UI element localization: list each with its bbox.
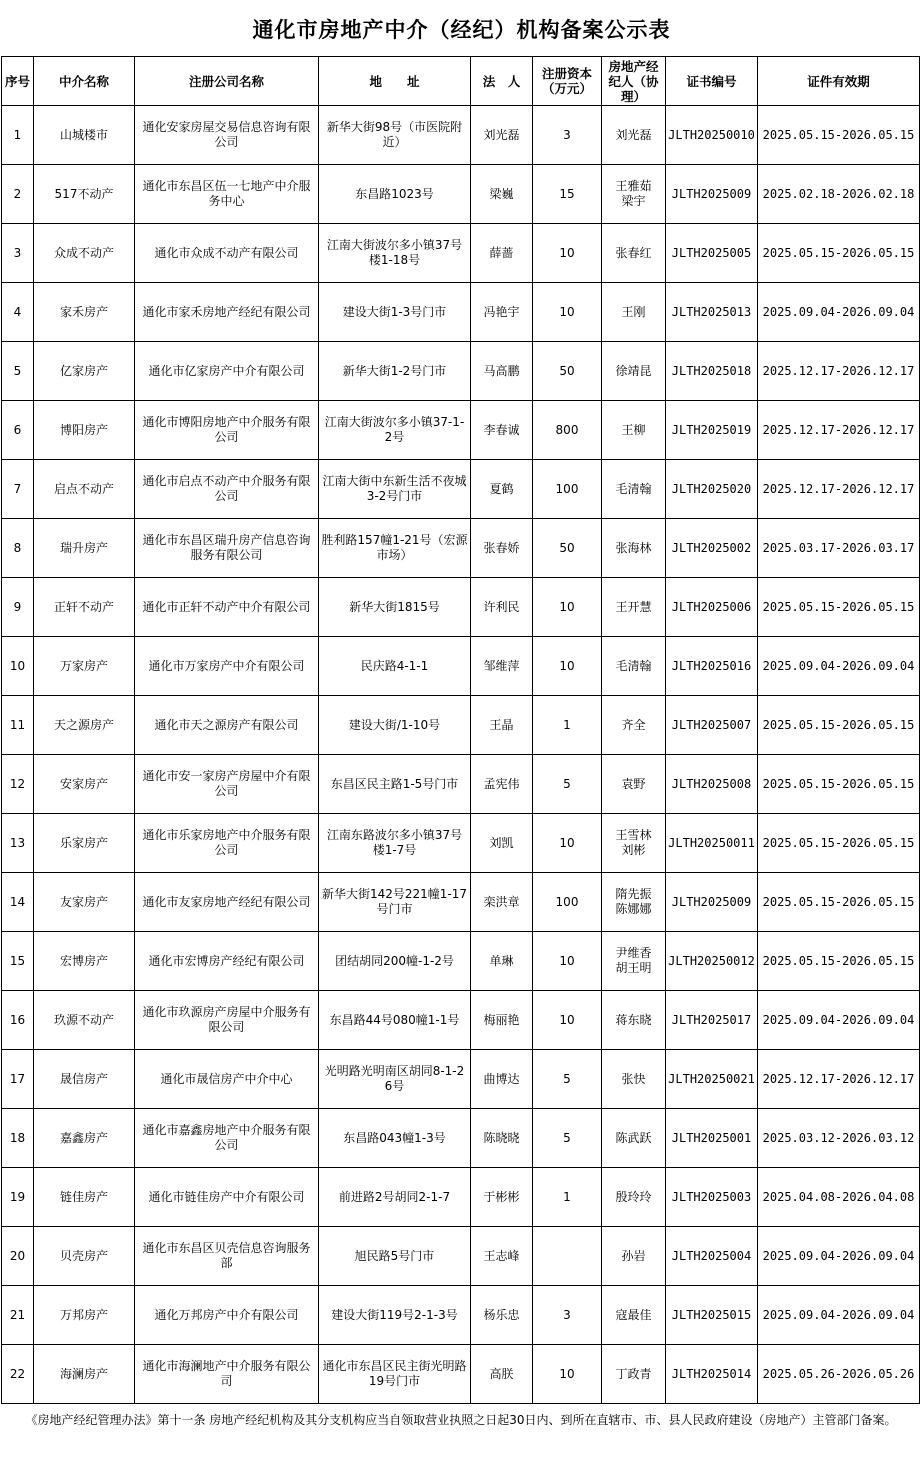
table-row bbox=[2, 578, 920, 637]
cell-legal-person: 杨乐忠 bbox=[471, 1286, 533, 1345]
header-agency-name: 中介名称 bbox=[34, 57, 135, 106]
cell-legal-person: 刘凯 bbox=[471, 814, 533, 873]
cell-agency-name: 链佳房产 bbox=[34, 1168, 135, 1227]
cell-capital: 50 bbox=[533, 519, 602, 578]
cell-company-name: 通化市嘉鑫房地产中介服务有限公司 bbox=[135, 1109, 319, 1168]
cell-validity: 2025.05.26-2026.05.26 bbox=[758, 1345, 920, 1404]
cell-broker: 陈武跃 bbox=[602, 1109, 666, 1168]
cell-agency-name: 晟信房产 bbox=[34, 1050, 135, 1109]
cell-cert-number: JLTH2025003 bbox=[666, 1168, 758, 1227]
cell-validity: 2025.12.17-2026.12.17 bbox=[758, 342, 920, 401]
cell-broker: 殷玲玲 bbox=[602, 1168, 666, 1227]
cell-broker: 张快 bbox=[602, 1050, 666, 1109]
cell-capital: 3 bbox=[533, 1286, 602, 1345]
header-broker: 房地产经纪人（协理） bbox=[602, 57, 666, 106]
cell-agency-name: 517不动产 bbox=[34, 165, 135, 224]
cell-capital: 10 bbox=[533, 578, 602, 637]
cell-validity: 2025.05.15-2026.05.15 bbox=[758, 932, 920, 991]
cell-company-name: 通化市乐家房地产中介服务有限公司 bbox=[135, 814, 319, 873]
cell-broker: 寇最佳 bbox=[602, 1286, 666, 1345]
cell-cert-number: JLTH2025008 bbox=[666, 755, 758, 814]
cell-cert-number: JLTH2025001 bbox=[666, 1109, 758, 1168]
cell-seq: 5 bbox=[2, 342, 34, 401]
cell-broker: 王刚 bbox=[602, 283, 666, 342]
cell-address: 新华大街1-2号门市 bbox=[319, 342, 471, 401]
header-company-name: 注册公司名称 bbox=[135, 57, 319, 106]
cell-cert-number: JLTH2025013 bbox=[666, 283, 758, 342]
cell-address: 通化市东昌区民主街光明路19号门市 bbox=[319, 1345, 471, 1404]
cell-seq: 9 bbox=[2, 578, 34, 637]
cell-cert-number: JLTH2025009 bbox=[666, 873, 758, 932]
cell-address: 民庆路4-1-1 bbox=[319, 637, 471, 696]
cell-agency-name: 安家房产 bbox=[34, 755, 135, 814]
table-row bbox=[2, 1227, 920, 1286]
cell-validity: 2025.05.15-2026.05.15 bbox=[758, 814, 920, 873]
cell-cert-number: JLTH2025014 bbox=[666, 1345, 758, 1404]
table-row bbox=[2, 1345, 920, 1404]
cell-company-name: 通化市博阳房地产中介服务有限公司 bbox=[135, 401, 319, 460]
cell-capital: 10 bbox=[533, 991, 602, 1050]
cell-validity: 2025.05.15-2026.05.15 bbox=[758, 106, 920, 165]
header-cert-number: 证书编号 bbox=[666, 57, 758, 106]
cell-validity: 2025.09.04-2026.09.04 bbox=[758, 283, 920, 342]
table-row bbox=[2, 1050, 920, 1109]
cell-address: 建设大街1-3号门市 bbox=[319, 283, 471, 342]
cell-validity: 2025.05.15-2026.05.15 bbox=[758, 873, 920, 932]
cell-address: 江南东路波尔多小镇37号楼1-7号 bbox=[319, 814, 471, 873]
cell-address: 东昌区民主路1-5号门市 bbox=[319, 755, 471, 814]
cell-capital: 10 bbox=[533, 932, 602, 991]
table-row bbox=[2, 342, 920, 401]
cell-seq: 7 bbox=[2, 460, 34, 519]
cell-agency-name: 天之源房产 bbox=[34, 696, 135, 755]
cell-broker: 孙岩 bbox=[602, 1227, 666, 1286]
cell-cert-number: JLTH2025015 bbox=[666, 1286, 758, 1345]
cell-broker: 隋先振 陈娜娜 bbox=[602, 873, 666, 932]
table-row bbox=[2, 755, 920, 814]
cell-company-name: 通化市晟信房产中介中心 bbox=[135, 1050, 319, 1109]
cell-broker: 王雅茹 梁宇 bbox=[602, 165, 666, 224]
cell-broker: 刘光磊 bbox=[602, 106, 666, 165]
cell-legal-person: 王志峰 bbox=[471, 1227, 533, 1286]
table-row bbox=[2, 1168, 920, 1227]
cell-seq: 17 bbox=[2, 1050, 34, 1109]
cell-legal-person: 栾洪章 bbox=[471, 873, 533, 932]
cell-agency-name: 嘉鑫房产 bbox=[34, 1109, 135, 1168]
cell-broker: 袁野 bbox=[602, 755, 666, 814]
cell-company-name: 通化市亿家房产中介有限公司 bbox=[135, 342, 319, 401]
cell-address: 建设大街/1-10号 bbox=[319, 696, 471, 755]
header-address: 地 址 bbox=[319, 57, 471, 106]
table-row bbox=[2, 519, 920, 578]
cell-agency-name: 宏博房产 bbox=[34, 932, 135, 991]
cell-cert-number: JLTH2025018 bbox=[666, 342, 758, 401]
cell-validity: 2025.03.12-2026.03.12 bbox=[758, 1109, 920, 1168]
cell-legal-person: 冯艳宇 bbox=[471, 283, 533, 342]
cell-company-name: 通化市链佳房产中介有限公司 bbox=[135, 1168, 319, 1227]
cell-cert-number: JLTH2025007 bbox=[666, 696, 758, 755]
cell-seq: 8 bbox=[2, 519, 34, 578]
cell-company-name: 通化市宏博房产经纪有限公司 bbox=[135, 932, 319, 991]
cell-address: 新华大街142号221幢1-17号门市 bbox=[319, 873, 471, 932]
cell-broker: 毛清翰 bbox=[602, 460, 666, 519]
cell-legal-person: 薛蔷 bbox=[471, 224, 533, 283]
cell-address: 光明路光明南区胡同8-1-26号 bbox=[319, 1050, 471, 1109]
cell-validity: 2025.09.04-2026.09.04 bbox=[758, 991, 920, 1050]
cell-capital: 10 bbox=[533, 637, 602, 696]
cell-cert-number: JLTH2025004 bbox=[666, 1227, 758, 1286]
cell-seq: 12 bbox=[2, 755, 34, 814]
cell-broker: 蒋东晓 bbox=[602, 991, 666, 1050]
header-legal-person: 法 人 bbox=[471, 57, 533, 106]
cell-cert-number: JLTH20250011 bbox=[666, 814, 758, 873]
cell-capital: 10 bbox=[533, 224, 602, 283]
cell-legal-person: 许利民 bbox=[471, 578, 533, 637]
cell-cert-number: JLTH2025017 bbox=[666, 991, 758, 1050]
cell-legal-person: 于彬彬 bbox=[471, 1168, 533, 1227]
cell-cert-number: JLTH20250021 bbox=[666, 1050, 758, 1109]
cell-legal-person: 马高鹏 bbox=[471, 342, 533, 401]
cell-validity: 2025.12.17-2026.12.17 bbox=[758, 1050, 920, 1109]
cell-broker: 王雪林 刘彬 bbox=[602, 814, 666, 873]
cell-capital: 10 bbox=[533, 1345, 602, 1404]
page-title: 通化市房地产中介（经纪）机构备案公示表 bbox=[252, 18, 671, 42]
cell-company-name: 通化万邦房产中介有限公司 bbox=[135, 1286, 319, 1345]
cell-legal-person: 王晶 bbox=[471, 696, 533, 755]
table-row bbox=[2, 224, 920, 283]
cell-capital: 100 bbox=[533, 873, 602, 932]
cell-address: 建设大街119号2-1-3号 bbox=[319, 1286, 471, 1345]
table-row bbox=[2, 873, 920, 932]
cell-cert-number: JLTH2025002 bbox=[666, 519, 758, 578]
cell-agency-name: 乐家房产 bbox=[34, 814, 135, 873]
cell-capital bbox=[533, 1227, 602, 1286]
cell-cert-number: JLTH20250012 bbox=[666, 932, 758, 991]
cell-agency-name: 众成不动产 bbox=[34, 224, 135, 283]
table-row bbox=[2, 460, 920, 519]
cell-broker: 张春红 bbox=[602, 224, 666, 283]
cell-company-name: 通化市正轩不动产中介有限公司 bbox=[135, 578, 319, 637]
cell-company-name: 通化市安一家房产房屋中介有限公司 bbox=[135, 755, 319, 814]
cell-seq: 6 bbox=[2, 401, 34, 460]
cell-capital: 5 bbox=[533, 1050, 602, 1109]
cell-agency-name: 玖源不动产 bbox=[34, 991, 135, 1050]
cell-legal-person: 高朕 bbox=[471, 1345, 533, 1404]
cell-validity: 2025.09.04-2026.09.04 bbox=[758, 637, 920, 696]
cell-seq: 3 bbox=[2, 224, 34, 283]
cell-company-name: 通化市万家房产中介有限公司 bbox=[135, 637, 319, 696]
cell-agency-name: 家禾房产 bbox=[34, 283, 135, 342]
header-validity: 证件有效期 bbox=[758, 57, 920, 106]
cell-legal-person: 夏鹤 bbox=[471, 460, 533, 519]
cell-legal-person: 邹维萍 bbox=[471, 637, 533, 696]
cell-address: 新华大街98号（市医院附近） bbox=[319, 106, 471, 165]
cell-company-name: 通化市启点不动产中介服务有限公司 bbox=[135, 460, 319, 519]
cell-broker: 丁政青 bbox=[602, 1345, 666, 1404]
cell-capital: 1 bbox=[533, 696, 602, 755]
cell-capital: 800 bbox=[533, 401, 602, 460]
table-row bbox=[2, 696, 920, 755]
cell-validity: 2025.12.17-2026.12.17 bbox=[758, 401, 920, 460]
cell-capital: 1 bbox=[533, 1168, 602, 1227]
cell-seq: 18 bbox=[2, 1109, 34, 1168]
table-row bbox=[2, 814, 920, 873]
cell-address: 团结胡同200幢-1-2号 bbox=[319, 932, 471, 991]
cell-capital: 10 bbox=[533, 283, 602, 342]
cell-legal-person: 梅丽艳 bbox=[471, 991, 533, 1050]
cell-seq: 14 bbox=[2, 873, 34, 932]
cell-validity: 2025.05.15-2026.05.15 bbox=[758, 696, 920, 755]
cell-address: 旭民路5号门市 bbox=[319, 1227, 471, 1286]
header-seq: 序号 bbox=[2, 57, 34, 106]
table-row bbox=[2, 165, 920, 224]
cell-validity: 2025.02.18-2026.02.18 bbox=[758, 165, 920, 224]
cell-broker: 张海林 bbox=[602, 519, 666, 578]
cell-cert-number: JLTH2025006 bbox=[666, 578, 758, 637]
cell-legal-person: 陈晓晓 bbox=[471, 1109, 533, 1168]
cell-legal-person: 梁巍 bbox=[471, 165, 533, 224]
cell-address: 江南大街波尔多小镇37-1-2号 bbox=[319, 401, 471, 460]
cell-seq: 4 bbox=[2, 283, 34, 342]
table-row bbox=[2, 1109, 920, 1168]
cell-capital: 15 bbox=[533, 165, 602, 224]
cell-cert-number: JLTH2025016 bbox=[666, 637, 758, 696]
table-header-row bbox=[2, 57, 920, 106]
cell-legal-person: 曲博达 bbox=[471, 1050, 533, 1109]
registry-table bbox=[1, 56, 920, 1404]
cell-agency-name: 瑞升房产 bbox=[34, 519, 135, 578]
cell-company-name: 通化市东昌区贝壳信息咨询服务部 bbox=[135, 1227, 319, 1286]
cell-seq: 11 bbox=[2, 696, 34, 755]
cell-seq: 16 bbox=[2, 991, 34, 1050]
table-row bbox=[2, 1286, 920, 1345]
cell-seq: 1 bbox=[2, 106, 34, 165]
cell-company-name: 通化市家禾房地产经纪有限公司 bbox=[135, 283, 319, 342]
cell-legal-person: 单琳 bbox=[471, 932, 533, 991]
cell-validity: 2025.09.04-2026.09.04 bbox=[758, 1227, 920, 1286]
cell-agency-name: 万邦房产 bbox=[34, 1286, 135, 1345]
cell-address: 东昌路1023号 bbox=[319, 165, 471, 224]
cell-seq: 15 bbox=[2, 932, 34, 991]
cell-address: 前进路2号胡同2-1-7 bbox=[319, 1168, 471, 1227]
cell-cert-number: JLTH2025019 bbox=[666, 401, 758, 460]
cell-company-name: 通化市东昌区瑞升房产信息咨询服务有限公司 bbox=[135, 519, 319, 578]
table-row bbox=[2, 932, 920, 991]
cell-capital: 5 bbox=[533, 1109, 602, 1168]
table-row bbox=[2, 106, 920, 165]
cell-validity: 2025.12.17-2026.12.17 bbox=[758, 460, 920, 519]
cell-capital: 3 bbox=[533, 106, 602, 165]
cell-agency-name: 万家房产 bbox=[34, 637, 135, 696]
cell-seq: 20 bbox=[2, 1227, 34, 1286]
cell-validity: 2025.09.04-2026.09.04 bbox=[758, 1286, 920, 1345]
cell-cert-number: JLTH20250010 bbox=[666, 106, 758, 165]
cell-legal-person: 张春娇 bbox=[471, 519, 533, 578]
cell-agency-name: 亿家房产 bbox=[34, 342, 135, 401]
cell-address: 江南大街波尔多小镇37号楼1-18号 bbox=[319, 224, 471, 283]
cell-agency-name: 博阳房产 bbox=[34, 401, 135, 460]
cell-broker: 王开慧 bbox=[602, 578, 666, 637]
table-row bbox=[2, 401, 920, 460]
cell-validity: 2025.03.17-2026.03.17 bbox=[758, 519, 920, 578]
table-row bbox=[2, 637, 920, 696]
cell-company-name: 通化市东昌区伍一七地产中介服务中心 bbox=[135, 165, 319, 224]
cell-capital: 100 bbox=[533, 460, 602, 519]
cell-company-name: 通化市天之源房产有限公司 bbox=[135, 696, 319, 755]
cell-agency-name: 友家房产 bbox=[34, 873, 135, 932]
cell-seq: 22 bbox=[2, 1345, 34, 1404]
cell-company-name: 通化安家房屋交易信息咨询有限公司 bbox=[135, 106, 319, 165]
table-row bbox=[2, 991, 920, 1050]
table-row bbox=[2, 283, 920, 342]
cell-capital: 5 bbox=[533, 755, 602, 814]
header-capital: 注册资本（万元） bbox=[533, 57, 602, 106]
cell-seq: 10 bbox=[2, 637, 34, 696]
cell-agency-name: 正轩不动产 bbox=[34, 578, 135, 637]
cell-address: 东昌路44号080幢1-1号 bbox=[319, 991, 471, 1050]
cell-address: 新华大街1815号 bbox=[319, 578, 471, 637]
cell-address: 东昌路043幢1-3号 bbox=[319, 1109, 471, 1168]
cell-seq: 2 bbox=[2, 165, 34, 224]
cell-company-name: 通化市海澜地产中介服务有限公司 bbox=[135, 1345, 319, 1404]
cell-legal-person: 李春诚 bbox=[471, 401, 533, 460]
footnote: 《房地产经纪管理办法》第十一条 房地产经纪机构及其分支机构应当自领取营业执照之日起30日内、到所在直辖市、市、县人民政府建设（房地产）主管部门备案。 bbox=[25, 1413, 897, 1427]
cell-agency-name: 山城楼市 bbox=[34, 106, 135, 165]
cell-broker: 王柳 bbox=[602, 401, 666, 460]
cell-seq: 19 bbox=[2, 1168, 34, 1227]
cell-agency-name: 启点不动产 bbox=[34, 460, 135, 519]
cell-address: 胜利路157幢1-21号（宏源市场） bbox=[319, 519, 471, 578]
cell-broker: 徐靖昆 bbox=[602, 342, 666, 401]
cell-capital: 50 bbox=[533, 342, 602, 401]
cell-cert-number: JLTH2025020 bbox=[666, 460, 758, 519]
cell-validity: 2025.05.15-2026.05.15 bbox=[758, 224, 920, 283]
cell-address: 江南大街中东新生活不夜城3-2号门市 bbox=[319, 460, 471, 519]
cell-capital: 10 bbox=[533, 814, 602, 873]
cell-agency-name: 贝壳房产 bbox=[34, 1227, 135, 1286]
cell-cert-number: JLTH2025009 bbox=[666, 165, 758, 224]
cell-cert-number: JLTH2025005 bbox=[666, 224, 758, 283]
cell-seq: 13 bbox=[2, 814, 34, 873]
cell-broker: 尹维香 胡王明 bbox=[602, 932, 666, 991]
cell-validity: 2025.05.15-2026.05.15 bbox=[758, 578, 920, 637]
cell-company-name: 通化市友家房地产经纪有限公司 bbox=[135, 873, 319, 932]
cell-broker: 毛清翰 bbox=[602, 637, 666, 696]
cell-legal-person: 刘光磊 bbox=[471, 106, 533, 165]
cell-legal-person: 孟宪伟 bbox=[471, 755, 533, 814]
cell-validity: 2025.05.15-2026.05.15 bbox=[758, 755, 920, 814]
cell-seq: 21 bbox=[2, 1286, 34, 1345]
cell-agency-name: 海澜房产 bbox=[34, 1345, 135, 1404]
cell-company-name: 通化市玖源房产房屋中介服务有限公司 bbox=[135, 991, 319, 1050]
cell-company-name: 通化市众成不动产有限公司 bbox=[135, 224, 319, 283]
cell-broker: 齐全 bbox=[602, 696, 666, 755]
cell-validity: 2025.04.08-2026.04.08 bbox=[758, 1168, 920, 1227]
